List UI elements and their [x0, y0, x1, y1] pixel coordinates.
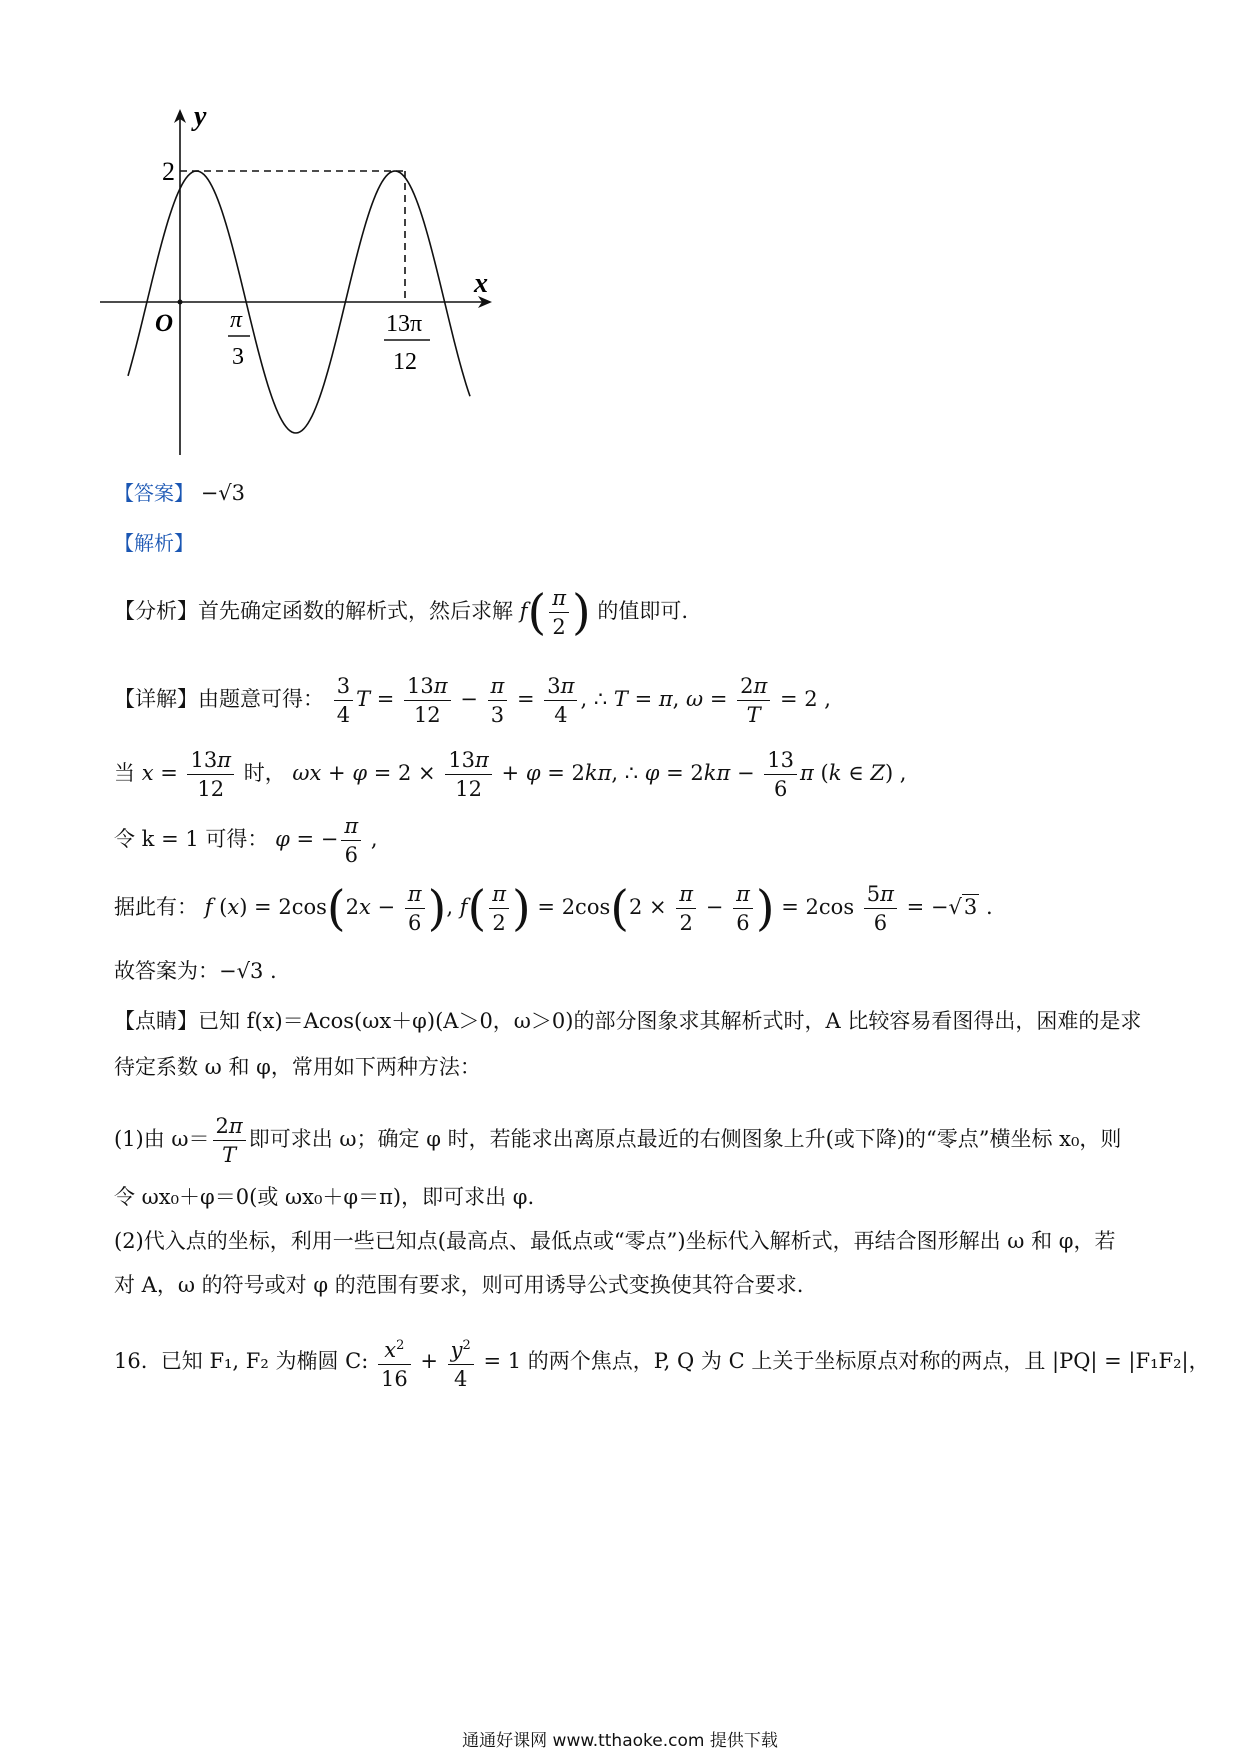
question-number: 16.: [114, 1349, 148, 1373]
answer-value: −√3: [200, 481, 246, 505]
x-axis-label: x: [474, 268, 488, 299]
method1-suffix: 即可求出 ω；确定 φ 时，若能求出离原点最近的右侧图象上升(或下降)的“零点”横坐标 x₀，则: [248, 1127, 1122, 1151]
answer-line: [114, 478, 245, 508]
dianjing-tag: 【点睛】: [114, 1009, 198, 1033]
tick-13pi-12-den: 12: [393, 349, 417, 375]
tick-pi-3-num: π: [230, 307, 243, 333]
dianjing-line-1: [114, 1006, 1141, 1036]
detail-line3-prefix: 令 k = 1 可得：: [114, 827, 269, 851]
footer-watermark: 通通好课网 www.tthaoke.com 提供下载: [462, 1731, 778, 1751]
method2-line-1: (2)代入点的坐标，利用一些已知点(最高点、最低点或“零点”)坐标代入解析式，再结合图形解出 ω 和 φ，若: [114, 1229, 1116, 1253]
fenxi-line: 【分析】首先确定函数的解析式，然后求解 f( $\frac{\pi}{2}$ ) 的值即可.: [114, 584, 689, 641]
detail-line2-prefix: 当: [114, 761, 142, 785]
method1-line-2: 令 ωx₀＋φ＝0(或 ωx₀＋φ＝π)，即可求出 φ.: [114, 1185, 535, 1209]
detail-line-1: 【详解】由题意可得： $\frac{3}{4}$ T = $\frac{13\pi}{12}$ − $\frac{\pi}{3}$ = $\frac{3\pi}{4}$ , ∴ T = π, ω = $\frac{2\pi}{T}$ = 2 ,: [114, 674, 831, 727]
detail-conclusion: 故答案为：−√3 .: [114, 959, 277, 983]
question-text1: 已知 F₁, F₂ 为椭圆 C:: [160, 1349, 375, 1373]
detail-line-3: 令 k = 1 可得： φ = − $\frac{\pi}{6}$ ,: [114, 814, 378, 867]
fenxi-text2: 的值即可.: [590, 599, 689, 623]
fenxi-text1: 首先确定函数的解析式，然后求解: [198, 599, 520, 623]
tick-pi-3-den: 3: [232, 344, 244, 370]
detail-tag: 【详解】: [114, 687, 198, 711]
method1-line-1: (1)由 ω＝ $\frac{2\pi}{T}$ 即可求出 ω；确定 φ 时，若能求出离原点最近的右侧图象上升(或下降)的“零点”横坐标 x₀，则: [114, 1114, 1122, 1167]
detail-line2-when: 时，: [237, 761, 286, 785]
detail-line1-prefix: 由题意可得：: [198, 687, 324, 711]
detail-line-4: 据此有： f (x) = 2cos(2x − $\frac{\pi}{6}$ ), f( $\frac{\pi}{2}$ ) = 2cos(2 × $\frac{\pi}{2}$ − $\frac{\pi}{6}$ ) = 2cos $\frac{5\pi}{6}$ = −√3 .: [114, 880, 993, 937]
question-16: 16. 已知 F₁, F₂ 为椭圆 C: $\frac{x^2}{16}$ + $\frac{y^2}{4}$ = 1 的两个焦点，P, Q 为 C 上关于坐标原点对称的两点，且 |PQ| = |F₁F₂|，: [114, 1332, 1210, 1393]
origin-dot: [178, 300, 183, 305]
y-axis-label: y: [194, 105, 207, 132]
question-text2: 的两个焦点，P, Q 为 C 上关于坐标原点对称的两点，且 |PQ| = |F₁F₂|，: [521, 1349, 1210, 1373]
fenxi-tag: 【分析】: [114, 599, 198, 623]
y-max-label: 2: [162, 157, 175, 186]
sine-graph: [100, 105, 520, 465]
answer-tag: 【答案】: [114, 481, 194, 505]
detail-line4-prefix: 据此有：: [114, 895, 198, 919]
detail-line-2: 当 x = $\frac{13\pi}{12}$ 时， ωx + φ = 2 × $\frac{13\pi}{12}$ + φ = 2kπ, ∴ φ = 2kπ − $\frac{13}{6}$ π (k ∈ Z) ,: [114, 748, 907, 801]
analysis-tag: 【解析】: [114, 531, 194, 555]
dianjing-line-2: 待定系数 ω 和 φ，常用如下两种方法：: [114, 1055, 481, 1079]
method1-prefix: (1)由 ω＝: [114, 1127, 210, 1151]
analysis-heading: [114, 528, 194, 558]
dianjing-text1: 已知 f(x)＝Acos(ωx＋φ)(A＞0，ω＞0)的部分图象求其解析式时，A 比较容易看图得出，困难的是求: [198, 1009, 1142, 1033]
origin-label: O: [155, 310, 174, 337]
method2-line-2: 对 A，ω 的符号或对 φ 的范围有要求，则可用诱导公式变换使其符合要求.: [114, 1273, 804, 1297]
tick-13pi-12-num: 13π: [386, 311, 423, 337]
